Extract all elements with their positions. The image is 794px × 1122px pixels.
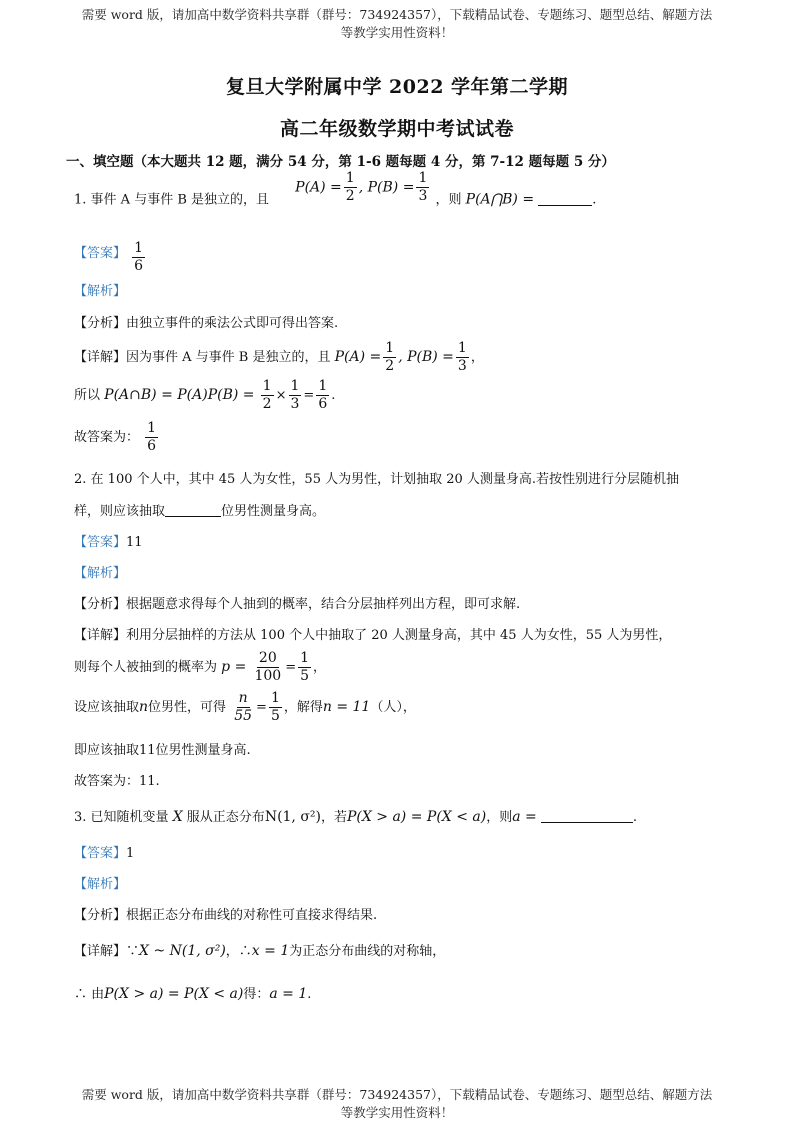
section-heading: 一、填空题（本大题共 12 题，满分 54 分，第 1-6 题每题 4 分，第 7-12 题每题 5 分）	[66, 154, 615, 170]
q3-answer-blank	[541, 822, 633, 823]
q1-frac-half: $\frac{1}{2}$	[345, 170, 355, 204]
q1-answer-tag: 【答案】	[74, 246, 127, 261]
q2-detail: 【详解】利用分层抽样的方法从 100 个人中抽取了 20 人测量身高，其中 45 人为女性，55 人为男性，	[74, 628, 672, 643]
q3-analysis-tag: 【解析】	[74, 877, 127, 892]
page-footer	[40, 1086, 754, 1122]
q1-given: P(A) = $\frac{1}{2}$ , P(B) = $\frac{1}{3}$	[295, 170, 428, 204]
q1-calc: 所以 P(A∩B) = P(A)P(B) = $\frac{1}{2}$ × $\frac{1}{3}$ = $\frac{1}{6}$ .	[74, 378, 336, 412]
header-line-2: 等教学实用性资料！	[340, 25, 454, 40]
q1-final: 故答案为： $\frac{1}{6}$	[74, 420, 157, 454]
q1-stem-text: 1. 事件 A 与事件 B 是独立的，且	[74, 192, 270, 208]
q1-answer-blank	[538, 205, 592, 206]
exam-subtitle: 高二年级数学期中考试试卷	[279, 118, 514, 140]
q2-fenxi: 【分析】根据题意求得每个人抽到的概率，结合分层抽样列出方程，即可求解.	[74, 597, 521, 612]
q3-answer: 【答案】1	[74, 846, 135, 861]
q2-conclusion: 即应该抽取11位男性测量身高.	[74, 743, 251, 758]
q2-answer-blank	[165, 516, 221, 517]
q1-fenxi: 【分析】由独立事件的乘法公式即可得出答案.	[74, 316, 339, 331]
q3-conclusion: ∴ 由P(X > a) = P(X < a)得：a = 1.	[74, 986, 312, 1002]
q2-analysis-tag: 【解析】	[74, 566, 127, 581]
q2-stem-line-1: 2. 在 100 个人中，其中 45 人为女性，55 人为男性，计划抽取 20 人测量身高.若按性别进行分层随机抽	[74, 472, 680, 487]
q1-answer-frac: $\frac{1}{6}$	[134, 240, 144, 274]
q3-stem: 3. 已知随机变量 X 服从正态分布N(1, σ²)，若P(X > a) = P(X < a)，则a = .	[74, 809, 638, 825]
q1-analysis-tag: 【解析】	[74, 284, 127, 299]
page-header	[40, 6, 754, 42]
q3-detail: 【详解】∵X ~ N(1, σ²)，∴x = 1为正态分布曲线的对称轴，	[74, 943, 446, 959]
footer-line-1: 需要 word 版，请加高中数学资料共享群（群号：734924357），下载精品试卷、专题练习、题型总结、解题方法	[81, 1087, 713, 1102]
q2-final: 故答案为：11.	[74, 774, 160, 789]
exam-title: 复旦大学附属中学 2022 学年第二学期	[225, 76, 569, 98]
q2-probability: 则每个人被抽到的概率为 p = $\frac{20}{100}$ = $\frac{1}{5}$ ，	[74, 650, 327, 684]
q2-stem-line-2: 样，则应该抽取 位男性测量身高。	[74, 504, 326, 519]
q1-answer	[74, 236, 147, 274]
footer-line-2: 等教学实用性资料！	[340, 1105, 454, 1120]
q1-stem: 1. 事件 A 与事件 B 是独立的，且 P(A) = $\frac{1}{2}$ , P(B) = $\frac{1}{3}$ ，则 P(A⋂B) = .	[74, 170, 597, 208]
q2-setup: 设应该抽取n位男性，可得 $\frac{n}{55}$ = $\frac{1}{5}$ ，解得n = 11（人），	[74, 690, 416, 724]
q1-detail: 【详解】因为事件 A 与事件 B 是独立的，且 P(A) = $\frac{1}{2}$ , P(B) = $\frac{1}{3}$ ，	[74, 340, 484, 374]
header-line-1: 需要 word 版，请加高中数学资料共享群（群号：734924357），下载精品试卷、专题练习、题型总结、解题方法	[81, 7, 713, 22]
q1-frac-third: $\frac{1}{3}$	[418, 170, 428, 204]
q2-answer: 【答案】11	[74, 535, 143, 550]
q1-target: P(A⋂B) =	[465, 191, 535, 208]
q3-fenxi: 【分析】根据正态分布曲线的对称性可直接求得结果.	[74, 908, 378, 923]
